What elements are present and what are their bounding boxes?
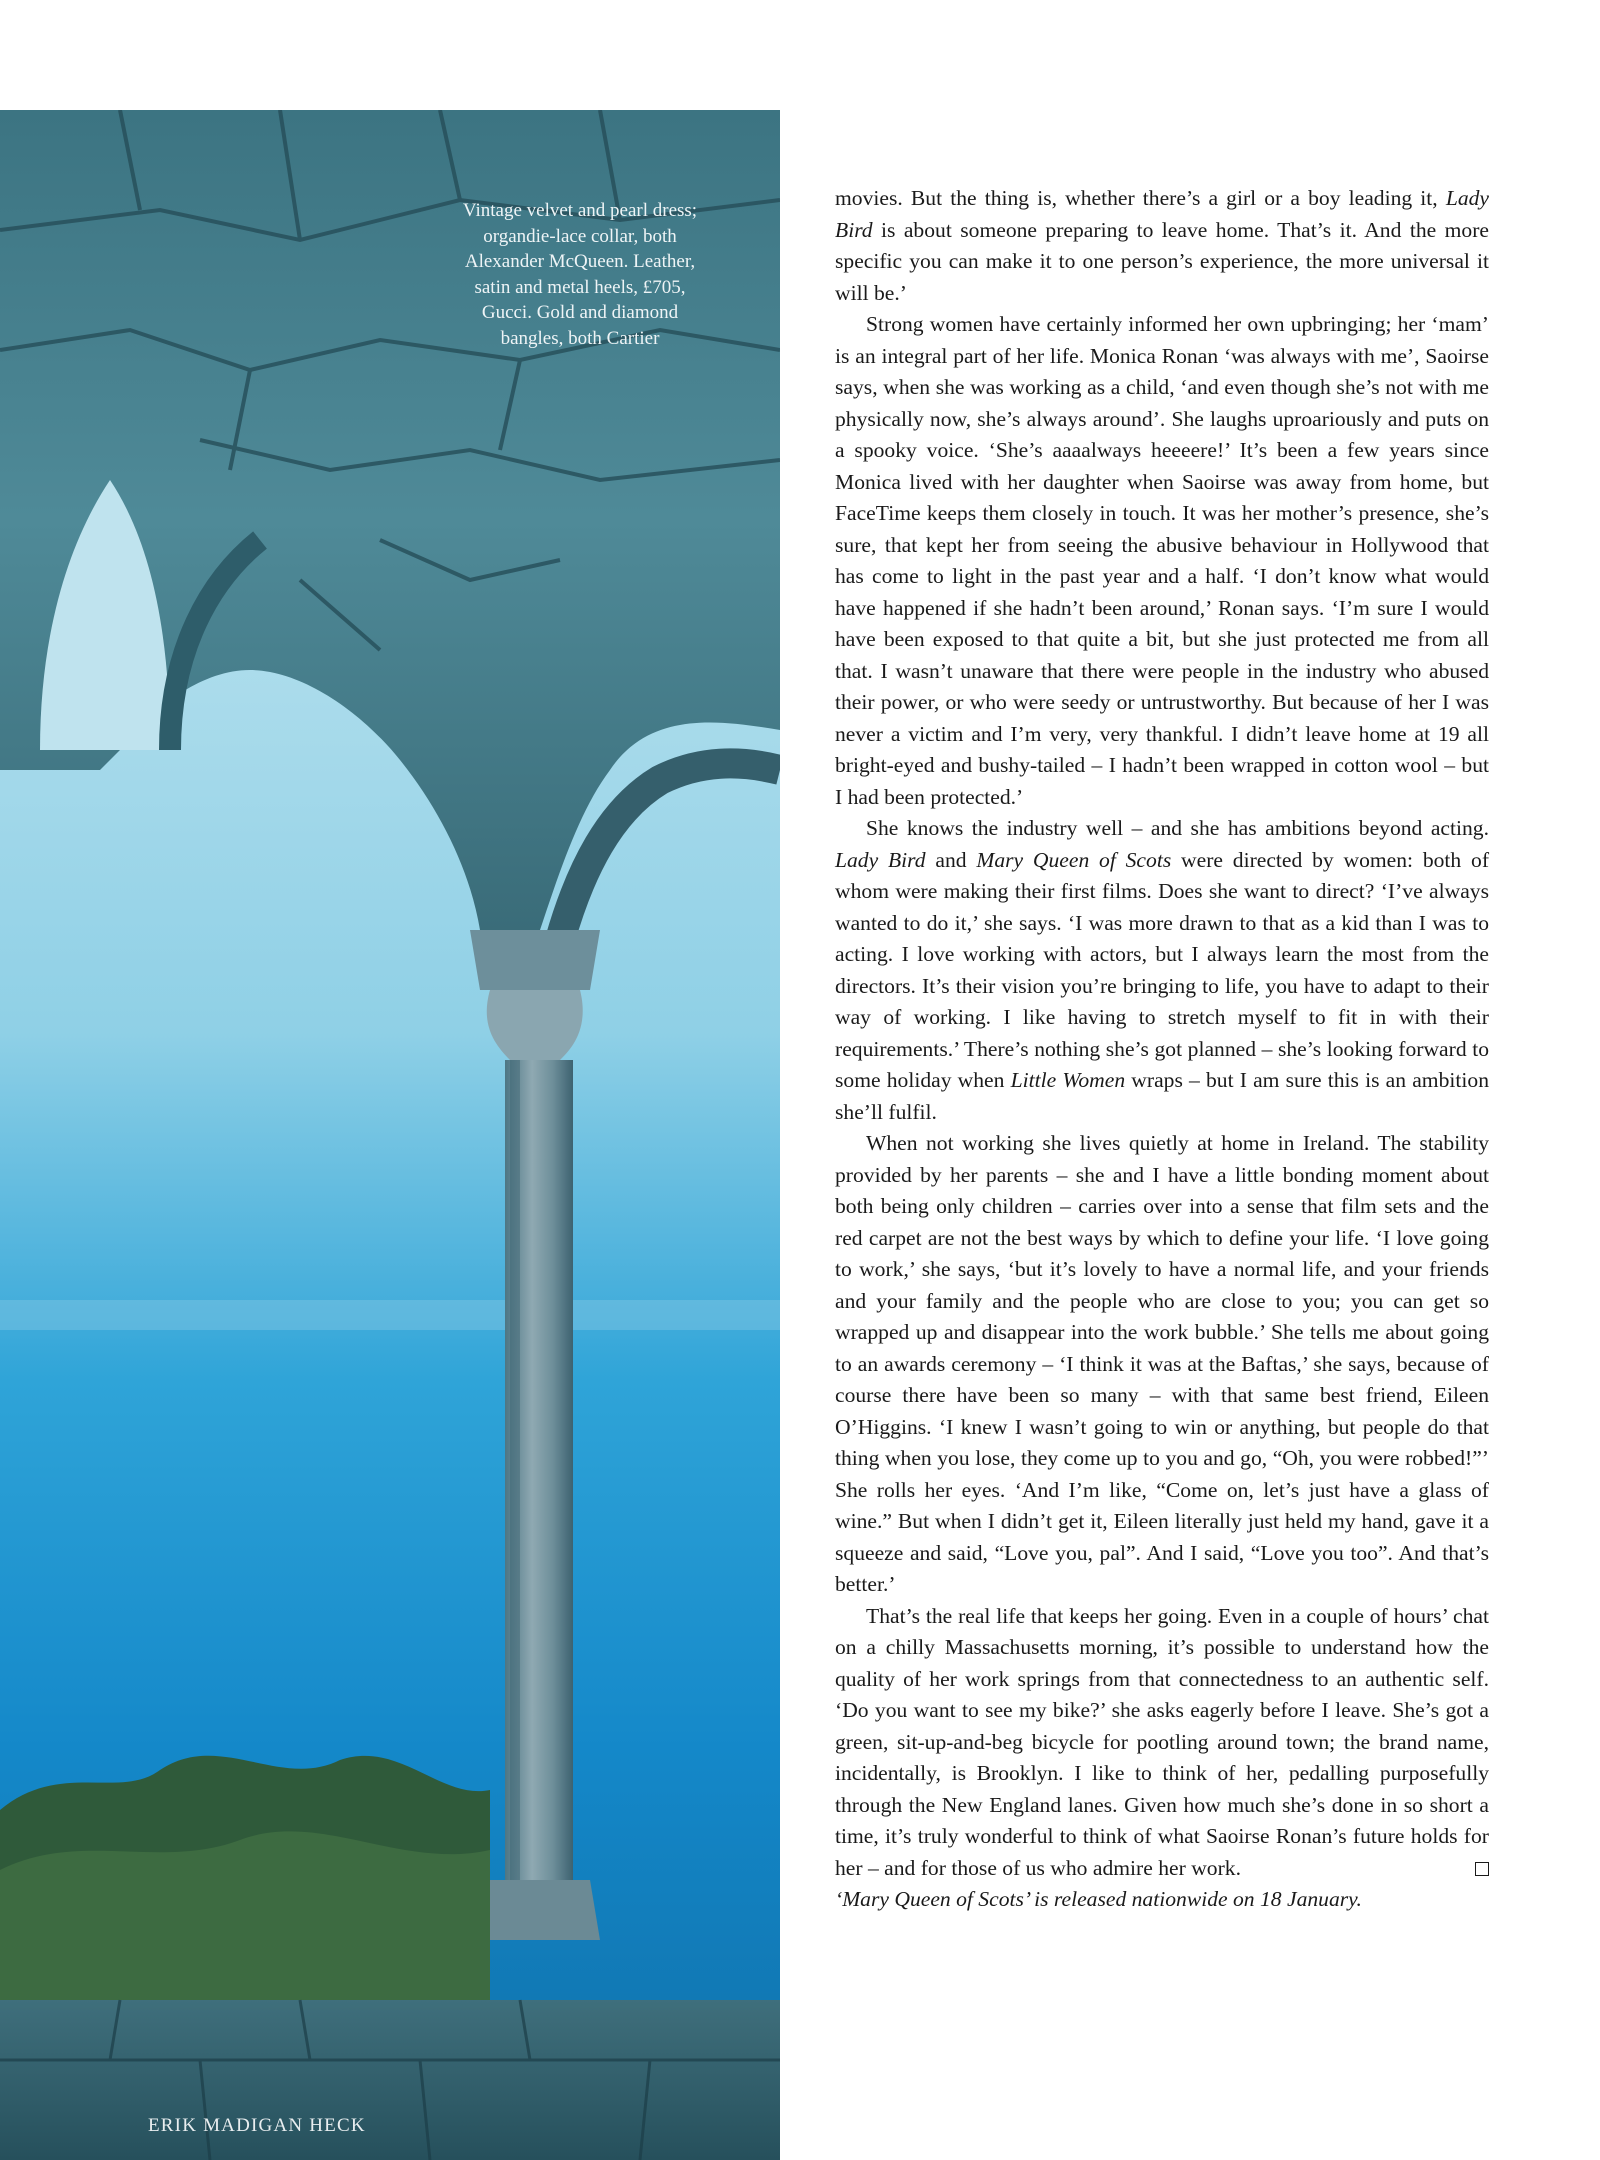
caption-line: Vintage velvet and pearl dress; [462,200,698,221]
photo-caption [420,198,740,351]
paragraph: She knows the industry well – and she has ambitions beyond acting. Lady Bird and Mary Queen of Scots were directed by women: both of whom were making their first films. Does she want to direct? ‘I’ve always wanted to do it,’ she says. ‘I was more drawn to that as a kid than I was to acting. I love working with actors, but I always learn the most from the directors. It’s their vision you’re bringing to life, you have to adapt to their way of working. I like having to stretch myself to fit in with their requirements.’ There’s nothing she’s got planned – she’s looking forward to some holiday when Little Women wraps – but I am sure this is an ambition she’ll fulfil. [835,816,1490,1124]
photo-credit: ERIK MADIGAN HECK [148,2115,366,2136]
paragraph: When not working she lives quietly at home in Ireland. The stability provided by her parents – she and I have a little bonding moment about both being only children – carries over into a sense that film sets and the red carpet are not the best ways by which to define your life. ‘I love going to work,’ she says, ‘but it’s lovely to have a normal life, and your friends and your family and the people who are close to you; you can get so wrapped up and disappear into the work bubble.’ She tells me about going to an awards ceremony – ‘I think it was at the Baftas,’ she says, because of course there have been so many – with that same best friend, Eileen O’Higgins. ‘I knew I wasn’t going to win or anything, but people do that thing when you lose, they come up to you and go, “Oh, you were robbed!”’ She rolls her eyes. ‘And I’m like, “Come on, let’s just have a glass of wine.” But when I didn’t get it, Eileen literally just held my hand, gave it a squeeze and said, “Love you, pal”. And I said, “Love you too”. And that’s better.’ [835,1131,1489,1596]
paragraph: That’s the real life that keeps her going. Even in a couple of hours’ chat on a chilly Massachusetts morning, it’s possible to understand how the quality of her work springs from that connectedness to an authentic self. ‘Do you want to see my bike?’ she asks eagerly before I leave. She’s got a green, sit-up-and-beg bicycle for pootling around town; the brand name, incidentally, is Brooklyn. I like to think of her, pedalling purposefully through the New England lanes. Given how much she’s done in so short a time, it’s truly wonderful to think of what Saoirse Ronan’s future holds for her – and for those of us who admire her work. [835,1603,1489,1880]
caption-line: Alexander McQueen. Leather, [464,251,696,272]
caption-line: satin and metal heels, £705, [474,276,686,298]
end-mark-icon [1475,1862,1489,1876]
caption-line: bangles, both Cartier [500,327,660,349]
paragraph: Strong women have certainly informed her own upbringing; her ‘mam’ is an integral part of her life. Monica Ronan ‘was always with me’, Saoirse says, when she was working as a child, ‘and even though she’s not with me physically now, she’s always around’. She laughs uproariously and puts on a spooky voice. ‘She’s aaaalways heeeere!’ It’s been a few years since Monica lived with her daughter when Saoirse was away from home, but FaceTime keeps them closely in touch. It was her mother’s presence, she’s sure, that kept her from seeing the abusive behaviour in Hollywood that has come to light in the past year and a half. ‘I don’t know what would have happened if she hadn’t been around,’ Ronan says. ‘I’m sure I would have been exposed to that quite a bit, but she just protected me from all that. I wasn’t unaware that there were people in the industry who abused their power, or who were seedy or untrustworthy. But because of her I was never a victim and I’m very, very thankful. I didn’t leave home at 19 all bright-eyed and bushy-tailed – I hadn’t been wrapped in cotton wool – but I had been protected.’ [835,312,1489,809]
release-note: ‘Mary Queen of Scots’ is released nationwide on 18 January. [835,1887,1362,1911]
caption-line: Gucci. Gold and diamond [481,302,679,323]
paragraph: movies. But the thing is, whether there’s a girl or a boy leading it, Lady Bird is about someone preparing to leave home. That’s it. And the more specific you can make it to one person’s experience, the more universal it will be.’ [835,186,1489,305]
caption-line: organdie-lace collar, both [483,225,677,247]
photo-arch-seascape [0,110,780,2160]
article-body [835,183,1489,1916]
